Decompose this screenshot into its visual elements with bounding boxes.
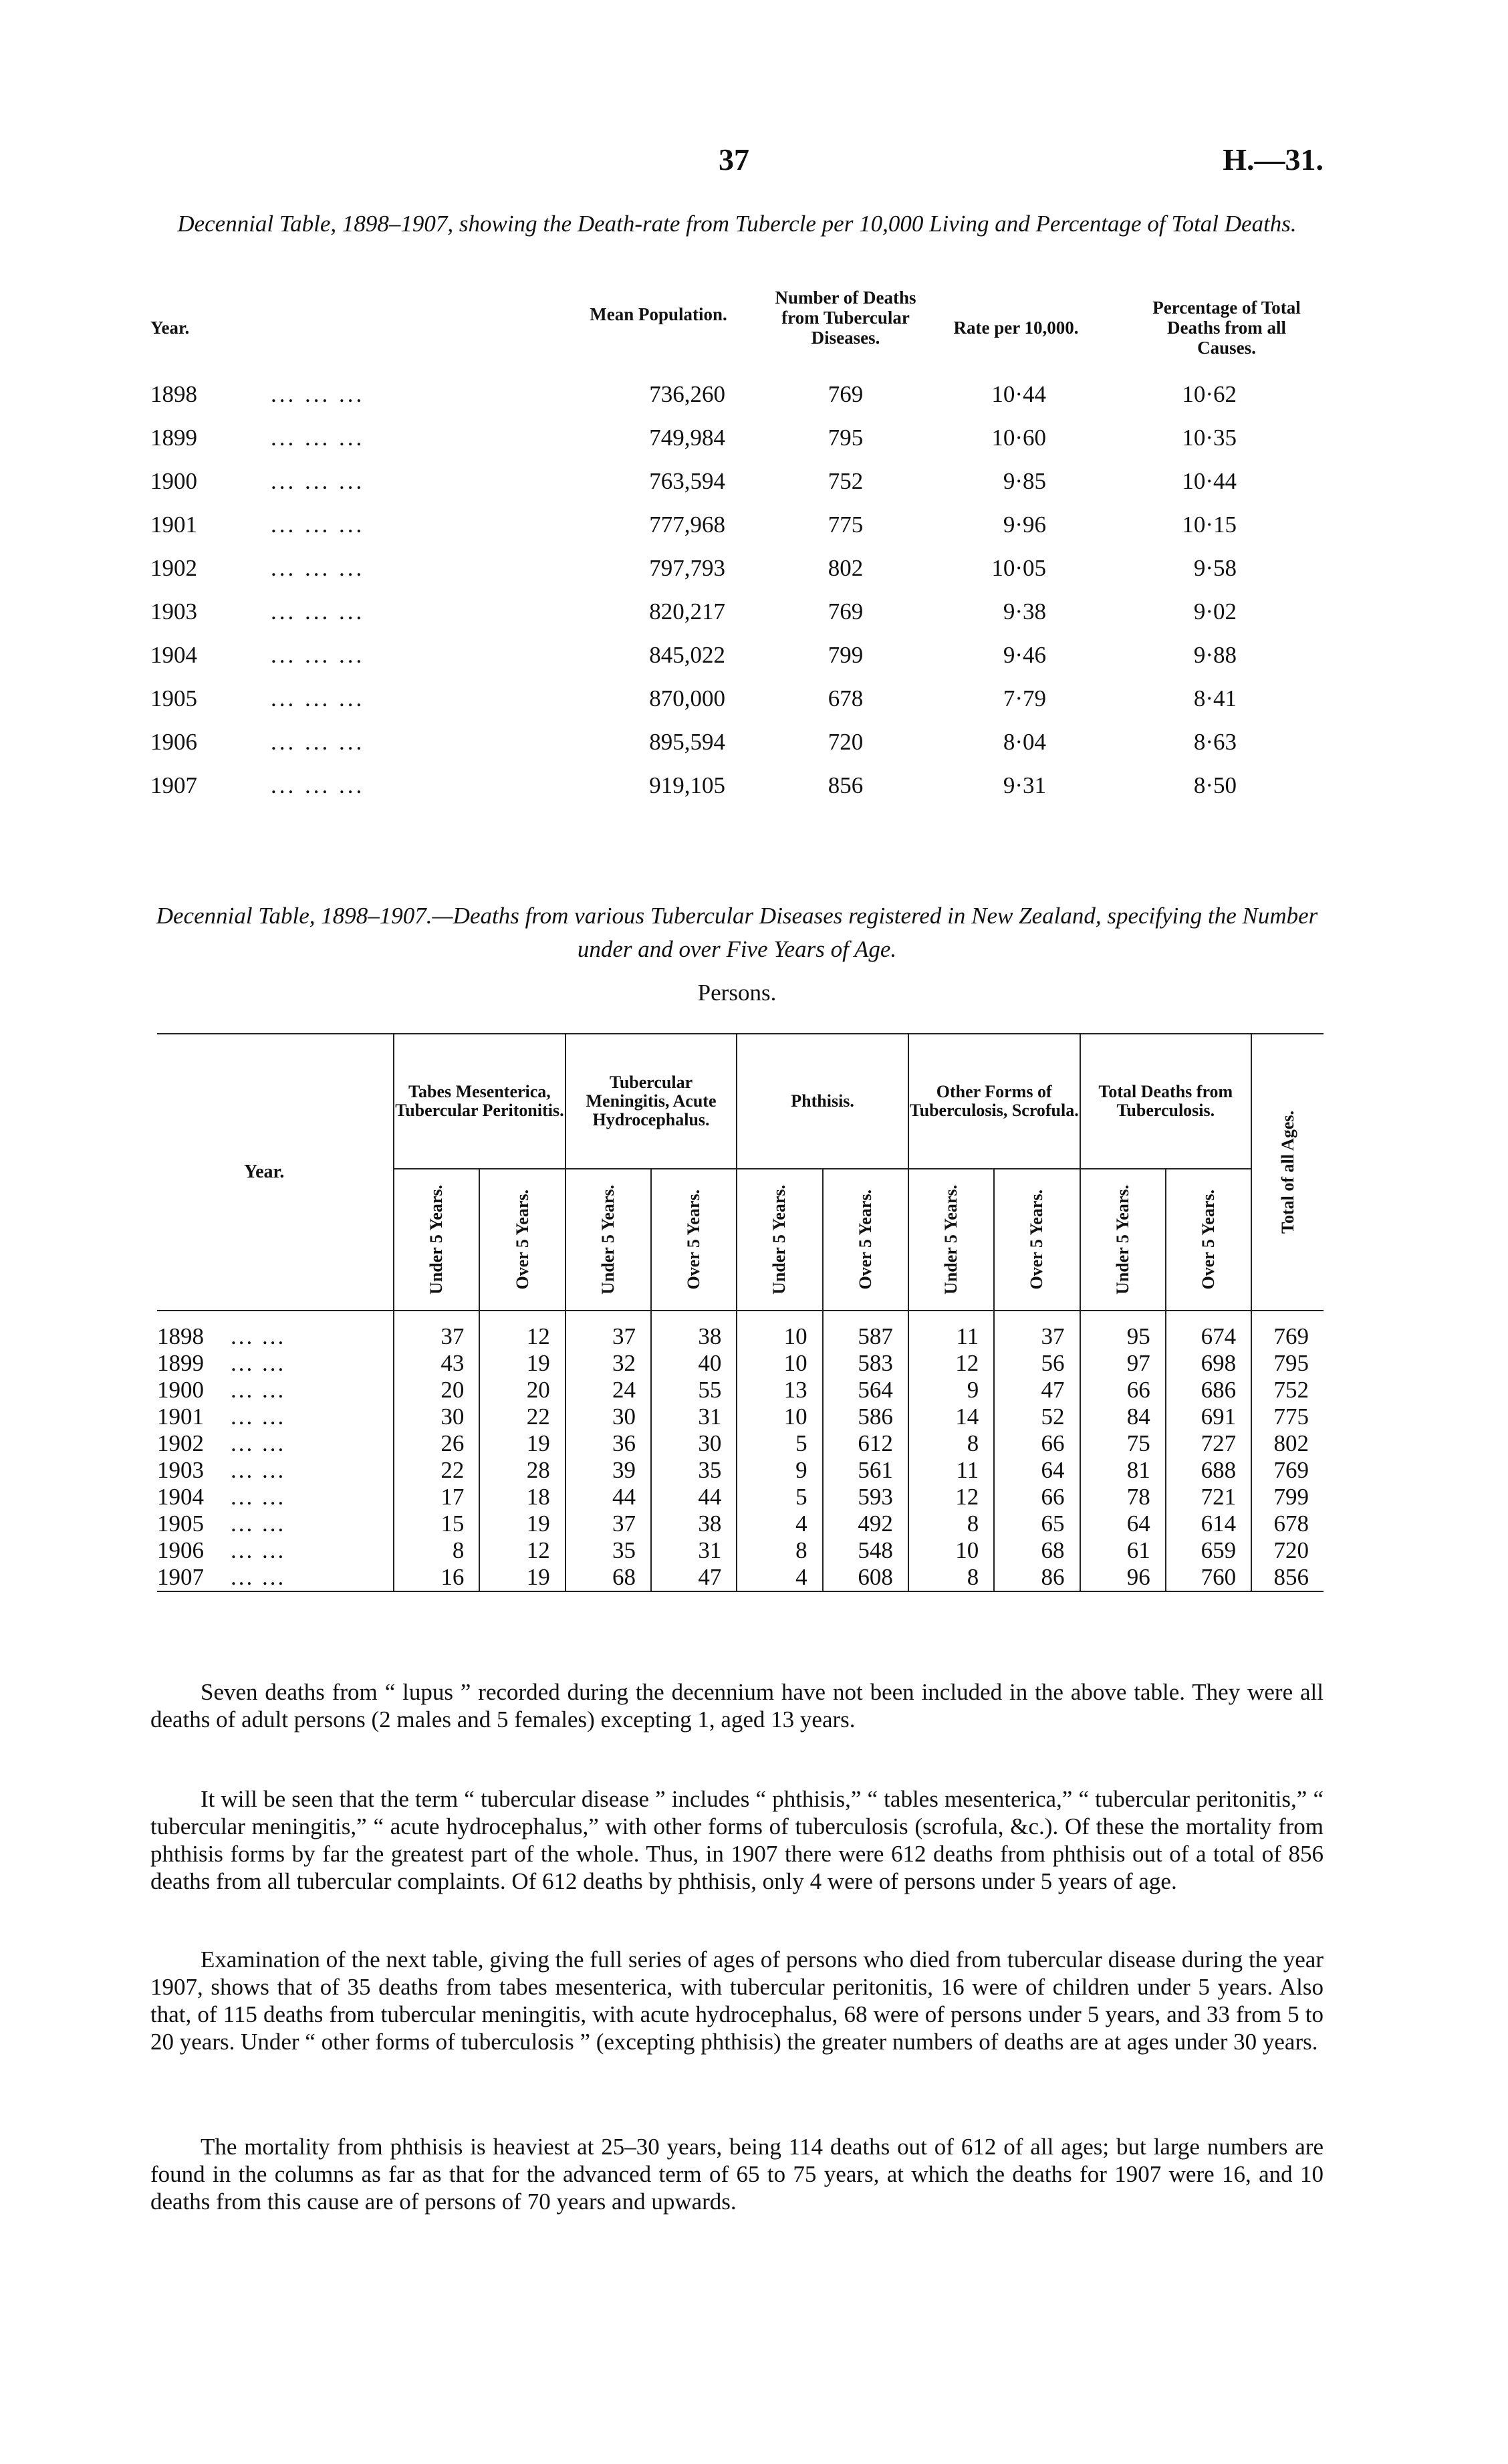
value-cell: 548 [823, 1537, 908, 1564]
value-cell: 11 [908, 1457, 994, 1484]
value-cell: 678 [1251, 1510, 1324, 1537]
value-cell: 75 [1080, 1430, 1166, 1457]
tubercular-deaths-table-body [157, 1323, 1324, 1591]
value-cell: 66 [994, 1484, 1080, 1510]
value-cell: 13 [737, 1377, 822, 1404]
table-row [157, 1323, 1324, 1350]
value-cell: 26 [394, 1430, 479, 1457]
value-cell: 22 [479, 1404, 565, 1430]
percentage-cell: 9·88 [1193, 642, 1237, 668]
percentage-cell: 8·50 [1193, 772, 1237, 798]
total-header: Total of all Ages. [1251, 1034, 1324, 1311]
value-cell: 18 [479, 1484, 565, 1510]
value-cell: 68 [566, 1564, 651, 1591]
group-header: Phthisis. [737, 1034, 908, 1169]
table-row [150, 682, 1324, 725]
percentage-cell: 8·63 [1193, 729, 1237, 755]
year-column-header: Year. [244, 1161, 285, 1182]
value-cell: 39 [566, 1457, 651, 1484]
deaths-cell: 752 [828, 468, 864, 494]
percentage-cell: 10·15 [1182, 512, 1237, 538]
population-cell: 870,000 [649, 685, 725, 711]
year-cell: 1902 ... ... [157, 1430, 286, 1456]
rate-cell: 10·05 [991, 555, 1046, 581]
deaths-cell: 799 [828, 642, 864, 668]
deaths-cell: 720 [828, 729, 864, 755]
year-cell: 1906 [150, 729, 197, 755]
value-cell: 492 [823, 1510, 908, 1537]
population-header: Mean Population. [590, 304, 727, 324]
year-cell: 1903 ... ... [157, 1457, 286, 1483]
deaths-cell: 769 [828, 381, 864, 407]
over-5-header: Over 5 Years. [994, 1169, 1080, 1311]
value-cell: 61 [1080, 1537, 1166, 1564]
value-cell: 38 [651, 1510, 737, 1537]
group-header: Other Forms of Tuberculosis, Scrofula. [908, 1034, 1080, 1169]
page-number: 37 [719, 142, 749, 177]
value-cell: 564 [823, 1377, 908, 1404]
leader-dots: ... ... [231, 1350, 286, 1376]
value-cell: 802 [1251, 1430, 1324, 1457]
value-cell: 5 [737, 1484, 822, 1510]
value-cell: 95 [1080, 1323, 1166, 1350]
value-cell: 14 [908, 1404, 994, 1430]
percentage-header: Percentage of Total Deaths from all Causes. [1152, 298, 1301, 358]
value-cell: 37 [994, 1323, 1080, 1350]
value-cell: 721 [1166, 1484, 1251, 1510]
year-cell: 1901 ... ... [157, 1404, 286, 1430]
value-cell: 30 [651, 1430, 737, 1457]
value-cell: 20 [394, 1377, 479, 1404]
value-cell: 78 [1080, 1484, 1166, 1510]
leader-dots: ... ... [231, 1377, 286, 1403]
value-cell: 44 [566, 1484, 651, 1510]
value-cell: 37 [566, 1510, 651, 1537]
year-cell: 1905 [150, 685, 197, 711]
value-cell: 97 [1080, 1350, 1166, 1377]
year-cell: 1902 [150, 555, 197, 581]
value-cell: 12 [908, 1484, 994, 1510]
value-cell: 40 [651, 1350, 737, 1377]
value-cell: 37 [394, 1323, 479, 1350]
value-cell: 35 [651, 1457, 737, 1484]
value-cell: 31 [651, 1404, 737, 1430]
leader-dots: ... ... [231, 1430, 286, 1456]
value-cell: 10 [908, 1537, 994, 1564]
year-cell: 1900 [150, 468, 197, 494]
year-cell: 1906 ... ... [157, 1537, 286, 1563]
population-cell: 749,984 [649, 425, 725, 451]
paragraph: Examination of the next table, giving the full series of ages of persons who died from tubercular disease during the year 1907, shows that of 35 deaths from tabes mesenterica, with tubercular peritonitis, 16 were of children under 5 years. Also that, of 115 deaths from tubercular meningitis, with acute hydrocephalus, 68 were of persons under 5 years, and 33 from 5 to 20 years. Under “ other forms of tuberculosis ” (excepting phthisis) the greater numbers of deaths are at ages under 30 years. [150, 1946, 1324, 2055]
document-code: H.—31. [1223, 142, 1324, 177]
group-header: Tabes Mesenterica, Tubercular Peritonitis. [394, 1034, 566, 1169]
group-header: Tubercular Meningitis, Acute Hydrocephalus. [566, 1034, 737, 1169]
value-cell: 11 [908, 1323, 994, 1350]
rate-cell: 9·31 [1003, 772, 1046, 798]
value-cell: 24 [566, 1377, 651, 1404]
deaths-cell: 856 [828, 772, 864, 798]
value-cell: 720 [1251, 1537, 1324, 1564]
value-cell: 856 [1251, 1564, 1324, 1591]
value-cell: 698 [1166, 1350, 1251, 1377]
population-cell: 797,793 [649, 555, 725, 581]
leader-dots: ... ... [231, 1484, 286, 1510]
value-cell: 19 [479, 1564, 565, 1591]
leader-dots: ... ... [231, 1564, 286, 1590]
under-5-header: Under 5 Years. [1080, 1169, 1166, 1311]
leader-dots: ... ... ... [271, 555, 365, 581]
value-cell: 64 [994, 1457, 1080, 1484]
value-cell: 47 [651, 1564, 737, 1591]
death-rate-table [150, 284, 1324, 812]
leader-dots: ... ... [231, 1323, 286, 1349]
paragraph: It will be seen that the term “ tubercular disease ” includes “ phthisis,” “ tables mesenterica,” “ tubercular peritonitis,” “ tubercular meningitis,” “ acute hydrocephalus,” with other forms of tuberculosis (scrofula, &c.). Of these the mortality from phthisis forms by far the greatest part of the whole. Thus, in 1907 there were 612 deaths from phthisis out of a total of 856 deaths from all tubercular complaints. Of 612 deaths by phthisis, only 4 were of persons under 5 years of age. [150, 1786, 1324, 1894]
value-cell: 586 [823, 1404, 908, 1430]
leader-dots: ... ... ... [271, 512, 365, 538]
year-cell: 1907 [150, 772, 197, 798]
under-5-header: Under 5 Years. [394, 1169, 479, 1311]
value-cell: 66 [994, 1430, 1080, 1457]
value-cell: 760 [1166, 1564, 1251, 1591]
leader-dots: ... ... ... [271, 468, 365, 494]
leader-dots: ... ... ... [271, 598, 365, 625]
over-5-header: Over 5 Years. [1166, 1169, 1251, 1311]
value-cell: 612 [823, 1430, 908, 1457]
table2-subtitle: Persons. [697, 980, 777, 1006]
table1-caption: Decennial Table, 1898–1907, showing the Death-rate from Tubercle per 10,000 Living and Percentage of Total Deaths. [177, 211, 1297, 237]
over-5-header: Over 5 Years. [823, 1169, 908, 1311]
deaths-cell: 769 [828, 598, 864, 625]
value-cell: 608 [823, 1564, 908, 1591]
value-cell: 691 [1166, 1404, 1251, 1430]
table-row [157, 1510, 1324, 1537]
value-cell: 22 [394, 1457, 479, 1484]
value-cell: 593 [823, 1484, 908, 1510]
group-header: Total Deaths from Tuberculosis. [1080, 1034, 1252, 1169]
value-cell: 9 [908, 1377, 994, 1404]
table-row [157, 1404, 1324, 1430]
percentage-cell: 10·35 [1182, 425, 1237, 451]
value-cell: 583 [823, 1350, 908, 1377]
table-row [157, 1457, 1324, 1484]
value-cell: 47 [994, 1377, 1080, 1404]
leader-dots: ... ... [231, 1510, 286, 1537]
value-cell: 30 [394, 1404, 479, 1430]
rate-cell: 9·85 [1003, 468, 1046, 494]
table-row [157, 1350, 1324, 1377]
value-cell: 16 [394, 1564, 479, 1591]
value-cell: 86 [994, 1564, 1080, 1591]
table-row [157, 1377, 1324, 1404]
rate-cell: 9·96 [1003, 512, 1046, 538]
table-row [150, 769, 1324, 812]
rate-cell: 9·46 [1003, 642, 1046, 668]
percentage-cell: 9·02 [1193, 598, 1237, 625]
table-row [150, 465, 1324, 508]
table-row [150, 639, 1324, 682]
population-cell: 895,594 [649, 729, 725, 755]
year-header: Year. [150, 318, 190, 338]
value-cell: 8 [908, 1564, 994, 1591]
value-cell: 31 [651, 1537, 737, 1564]
value-cell: 769 [1251, 1457, 1324, 1484]
value-cell: 84 [1080, 1404, 1166, 1430]
value-cell: 35 [566, 1537, 651, 1564]
table-row [157, 1430, 1324, 1457]
value-cell: 12 [908, 1350, 994, 1377]
value-cell: 8 [737, 1537, 822, 1564]
value-cell: 15 [394, 1510, 479, 1537]
rate-cell: 9·38 [1003, 598, 1046, 625]
value-cell: 727 [1166, 1430, 1251, 1457]
value-cell: 56 [994, 1350, 1080, 1377]
year-cell: 1899 ... ... [157, 1350, 286, 1376]
value-cell: 30 [566, 1404, 651, 1430]
percentage-cell: 10·62 [1182, 381, 1237, 407]
rate-cell: 8·04 [1003, 729, 1046, 755]
value-cell: 8 [394, 1537, 479, 1564]
percentage-cell: 8·41 [1193, 685, 1237, 711]
value-cell: 587 [823, 1323, 908, 1350]
table-row [150, 725, 1324, 769]
rate-cell: 10·44 [991, 381, 1046, 407]
table-row [150, 552, 1324, 595]
value-cell: 8 [908, 1430, 994, 1457]
value-cell: 19 [479, 1510, 565, 1537]
value-cell: 614 [1166, 1510, 1251, 1537]
value-cell: 19 [479, 1350, 565, 1377]
value-cell: 10 [737, 1350, 822, 1377]
tubercular-deaths-table [157, 1033, 1324, 1592]
table-row [150, 378, 1324, 421]
paragraph: The mortality from phthisis is heaviest at 25–30 years, being 114 deaths out of 612 of all ages; but large numbers are found in the columns as far as that for the advanced term of 65 to 75 years, at which the deaths for 1907 were 16, and 10 deaths from this cause are of persons of 70 years and upwards. [150, 2134, 1324, 2215]
rate-cell: 7·79 [1003, 685, 1046, 711]
value-cell: 64 [1080, 1510, 1166, 1537]
value-cell: 9 [737, 1457, 822, 1484]
leader-dots: ... ... ... [271, 642, 365, 668]
under-5-header: Under 5 Years. [737, 1169, 822, 1311]
year-cell: 1898 ... ... [157, 1323, 286, 1349]
deaths-cell: 802 [828, 555, 864, 581]
value-cell: 4 [737, 1564, 822, 1591]
year-cell: 1907 ... ... [157, 1564, 286, 1590]
value-cell: 12 [479, 1323, 565, 1350]
value-cell: 65 [994, 1510, 1080, 1537]
population-cell: 820,217 [649, 598, 725, 625]
deaths-cell: 678 [828, 685, 864, 711]
table-row [157, 1484, 1324, 1510]
value-cell: 17 [394, 1484, 479, 1510]
deaths-cell: 775 [828, 512, 864, 538]
value-cell: 81 [1080, 1457, 1166, 1484]
over-5-header: Over 5 Years. [479, 1169, 565, 1311]
year-cell: 1898 [150, 381, 197, 407]
percentage-cell: 10·44 [1182, 468, 1237, 494]
value-cell: 561 [823, 1457, 908, 1484]
value-cell: 38 [651, 1323, 737, 1350]
leader-dots: ... ... ... [271, 381, 365, 407]
death-rate-table-header [150, 284, 1324, 378]
value-cell: 36 [566, 1430, 651, 1457]
leader-dots: ... ... ... [271, 729, 365, 755]
value-cell: 37 [566, 1323, 651, 1350]
population-cell: 736,260 [649, 381, 725, 407]
table-row [150, 508, 1324, 552]
value-cell: 686 [1166, 1377, 1251, 1404]
value-cell: 12 [479, 1537, 565, 1564]
leader-dots: ... ... ... [271, 685, 365, 711]
under-5-header: Under 5 Years. [908, 1169, 994, 1311]
value-cell: 5 [737, 1430, 822, 1457]
population-cell: 845,022 [649, 642, 725, 668]
value-cell: 52 [994, 1404, 1080, 1430]
rate-header: Rate per 10,000. [953, 318, 1079, 338]
percentage-cell: 9·58 [1193, 555, 1237, 581]
year-cell: 1899 [150, 425, 197, 451]
over-5-header: Over 5 Years. [651, 1169, 737, 1311]
population-cell: 777,968 [649, 512, 725, 538]
value-cell: 775 [1251, 1404, 1324, 1430]
value-cell: 44 [651, 1484, 737, 1510]
year-cell: 1904 [150, 642, 197, 668]
value-cell: 795 [1251, 1350, 1324, 1377]
value-cell: 4 [737, 1510, 822, 1537]
value-cell: 674 [1166, 1323, 1251, 1350]
value-cell: 66 [1080, 1377, 1166, 1404]
value-cell: 19 [479, 1430, 565, 1457]
rate-cell: 10·60 [991, 425, 1046, 451]
value-cell: 8 [908, 1510, 994, 1537]
population-cell: 763,594 [649, 468, 725, 494]
value-cell: 32 [566, 1350, 651, 1377]
table-row [150, 595, 1324, 639]
table-row [157, 1537, 1324, 1564]
year-cell: 1904 ... ... [157, 1484, 286, 1510]
year-cell: 1903 [150, 598, 197, 625]
value-cell: 28 [479, 1457, 565, 1484]
leader-dots: ... ... ... [271, 772, 365, 798]
leader-dots: ... ... ... [271, 425, 365, 451]
year-cell: 1900 ... ... [157, 1377, 286, 1403]
leader-dots: ... ... [231, 1457, 286, 1483]
leader-dots: ... ... [231, 1404, 286, 1430]
value-cell: 659 [1166, 1537, 1251, 1564]
under-5-header: Under 5 Years. [566, 1169, 651, 1311]
table-row [150, 421, 1324, 465]
leader-dots: ... ... [231, 1537, 286, 1563]
death-rate-table-body [150, 378, 1324, 812]
deaths-cell: 795 [828, 425, 864, 451]
value-cell: 55 [651, 1377, 737, 1404]
value-cell: 96 [1080, 1564, 1166, 1591]
value-cell: 799 [1251, 1484, 1324, 1510]
value-cell: 10 [737, 1323, 822, 1350]
value-cell: 752 [1251, 1377, 1324, 1404]
population-cell: 919,105 [649, 772, 725, 798]
year-cell: 1901 [150, 512, 197, 538]
table2-caption: Decennial Table, 1898–1907.—Deaths from various Tubercular Diseases registered in New Zealand, specifying the Number under and over Five Years of Age. [156, 903, 1318, 962]
paragraph: Seven deaths from “ lupus ” recorded during the decennium have not been included in the above table. They were all deaths of adult persons (2 males and 5 females) excepting 1, aged 13 years. [150, 1679, 1324, 1732]
value-cell: 43 [394, 1350, 479, 1377]
value-cell: 769 [1251, 1323, 1324, 1350]
deaths-header: Number of Deaths from Tubercular Diseases. [775, 288, 916, 348]
value-cell: 20 [479, 1377, 565, 1404]
year-cell: 1905 ... ... [157, 1510, 286, 1537]
value-cell: 10 [737, 1404, 822, 1430]
table-row [157, 1564, 1324, 1591]
value-cell: 688 [1166, 1457, 1251, 1484]
value-cell: 68 [994, 1537, 1080, 1564]
